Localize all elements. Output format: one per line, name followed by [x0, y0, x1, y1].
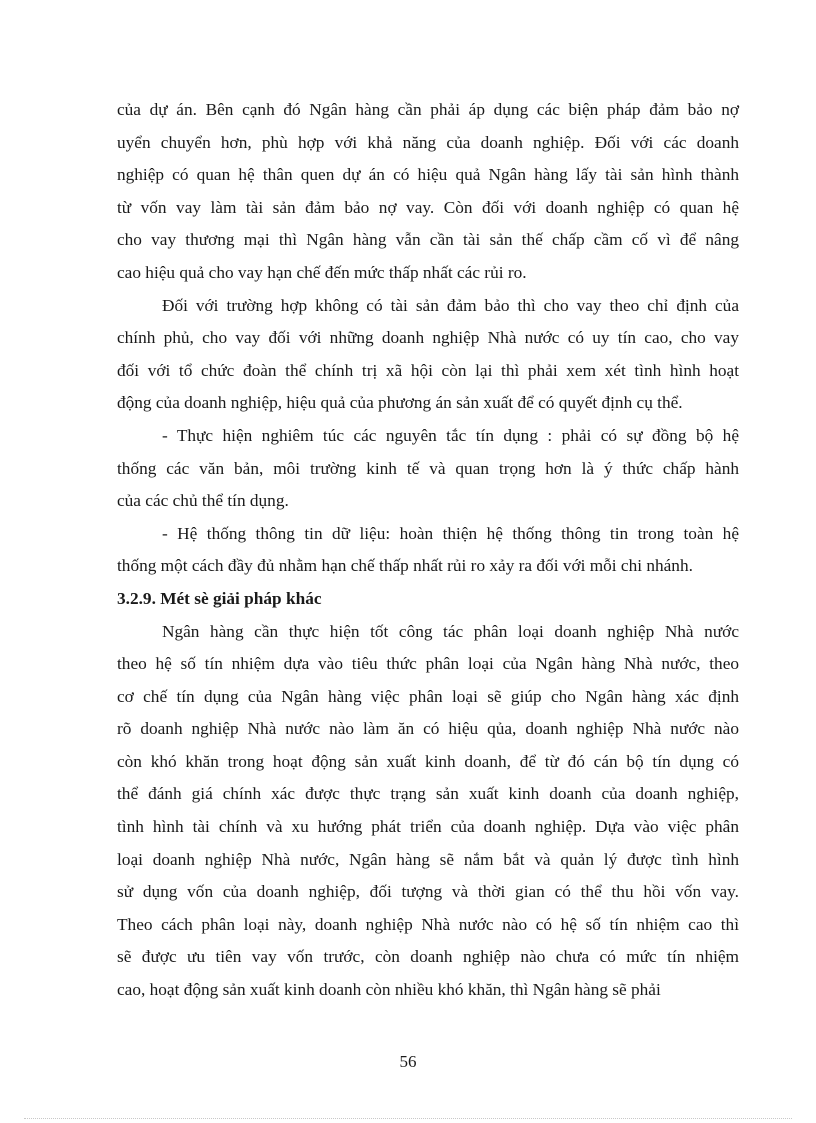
text-line: cho vay thương mại thì Ngân hàng vẫn cần tài sản thế chấp cầm cố vì để nâng [117, 230, 739, 250]
text-line: nghiệp có quan hệ thân quen dự án có hiệu quả Ngân hàng lấy tài sản hình thành [117, 165, 739, 185]
paragraph-no-collateral [117, 290, 739, 420]
body-text [117, 94, 739, 1007]
text-line: tình hình tài chính và xu hướng phát triển của doanh nghiệp. Dựa vào việc phân [117, 817, 739, 837]
text-line: cơ chế tín dụng của Ngân hàng việc phân loại sẽ giúp cho Ngân hàng xác định [117, 686, 739, 706]
text-line: loại doanh nghiệp Nhà nước, Ngân hàng sẽ nắm bắt và quản lý được tình hình [117, 849, 739, 869]
text-line: sẽ được ưu tiên vay vốn trước, còn doanh nghiệp nào chưa có mức tín nhiệm [117, 947, 739, 967]
paragraph-information-system [117, 518, 739, 583]
text-line: cao, hoạt động sản xuất kinh doanh còn nhiều khó khăn, thì Ngân hàng sẽ phải [117, 980, 661, 1000]
page-number: 56 [399, 1052, 417, 1071]
text-line: theo hệ số tín nhiệm dựa vào tiêu thức phân loại của Ngân hàng Nhà nước, theo [117, 654, 739, 674]
text-line: thể đánh giá chính xác được thực trạng sản xuất kinh doanh của doanh nghiệp, [117, 784, 739, 804]
text-line: uyển chuyển hơn, phù hợp với khả năng của doanh nghiệp. Đối với các doanh [117, 132, 739, 152]
text-line: Theo cách phân loại này, doanh nghiệp Nhà nước nào có hệ số tín nhiệm cao thì [117, 914, 739, 934]
text-line: từ vốn vay làm tài sản đảm bảo nợ vay. Còn đối với doanh nghiệp có quan hệ [117, 197, 739, 217]
text-line: thống các văn bản, môi trường kinh tế và quan trọng hơn là ý thức chấp hành [117, 458, 739, 478]
text-line: còn khó khăn trong hoạt động sản xuất kinh doanh, để từ đó cán bộ tín dụng có [117, 751, 739, 771]
text-line: rõ doanh nghiệp Nhà nước nào làm ăn có hiệu qủa, doanh nghiệp Nhà nước nào [117, 719, 739, 739]
text-line: của các chủ thể tín dụng. [117, 491, 289, 511]
section-heading: 3.2.9. Mét sè giải pháp khác [117, 588, 322, 608]
text-line: cao hiệu quả cho vay hạn chế đến mức thấp nhất các rủi ro. [117, 262, 527, 282]
text-line: chính phủ, cho vay đối với những doanh nghiệp Nhà nước có uy tín cao, cho vay [117, 328, 739, 348]
paragraph-classification [117, 616, 739, 1007]
text-line: - Thực hiện nghiêm túc các nguyên tắc tín dụng : phải có sự đồng bộ hệ [162, 425, 739, 445]
footer-divider [24, 1118, 792, 1119]
text-line: thống một cách đầy đủ nhằm hạn chế thấp nhất rủi ro xảy ra đối với mỗi chi nhánh. [117, 556, 693, 576]
paragraph-collateral [117, 94, 739, 290]
text-line: Ngân hàng cần thực hiện tốt công tác phân loại doanh nghiệp Nhà nước [162, 621, 739, 641]
text-line: - Hệ thống thông tin dữ liệu: hoàn thiện hệ thống thông tin trong toàn hệ [162, 523, 739, 543]
text-line: đối với tổ chức đoàn thể chính trị xã hội còn lại thì phải xem xét tình hình hoạt [117, 360, 739, 380]
text-line: sử dụng vốn của doanh nghiệp, đối tượng và thời gian có thể thu hồi vốn vay. [117, 882, 739, 902]
paragraph-credit-principles [117, 420, 739, 518]
text-line: Đối với trường hợp không có tài sản đảm bảo thì cho vay theo chỉ định của [162, 295, 739, 315]
text-line: động của doanh nghiệp, hiệu quả của phương án sản xuất để có quyết định cụ thể. [117, 393, 683, 413]
text-line: của dự án. Bên cạnh đó Ngân hàng cần phải áp dụng các biện pháp đảm bảo nợ [117, 100, 739, 119]
